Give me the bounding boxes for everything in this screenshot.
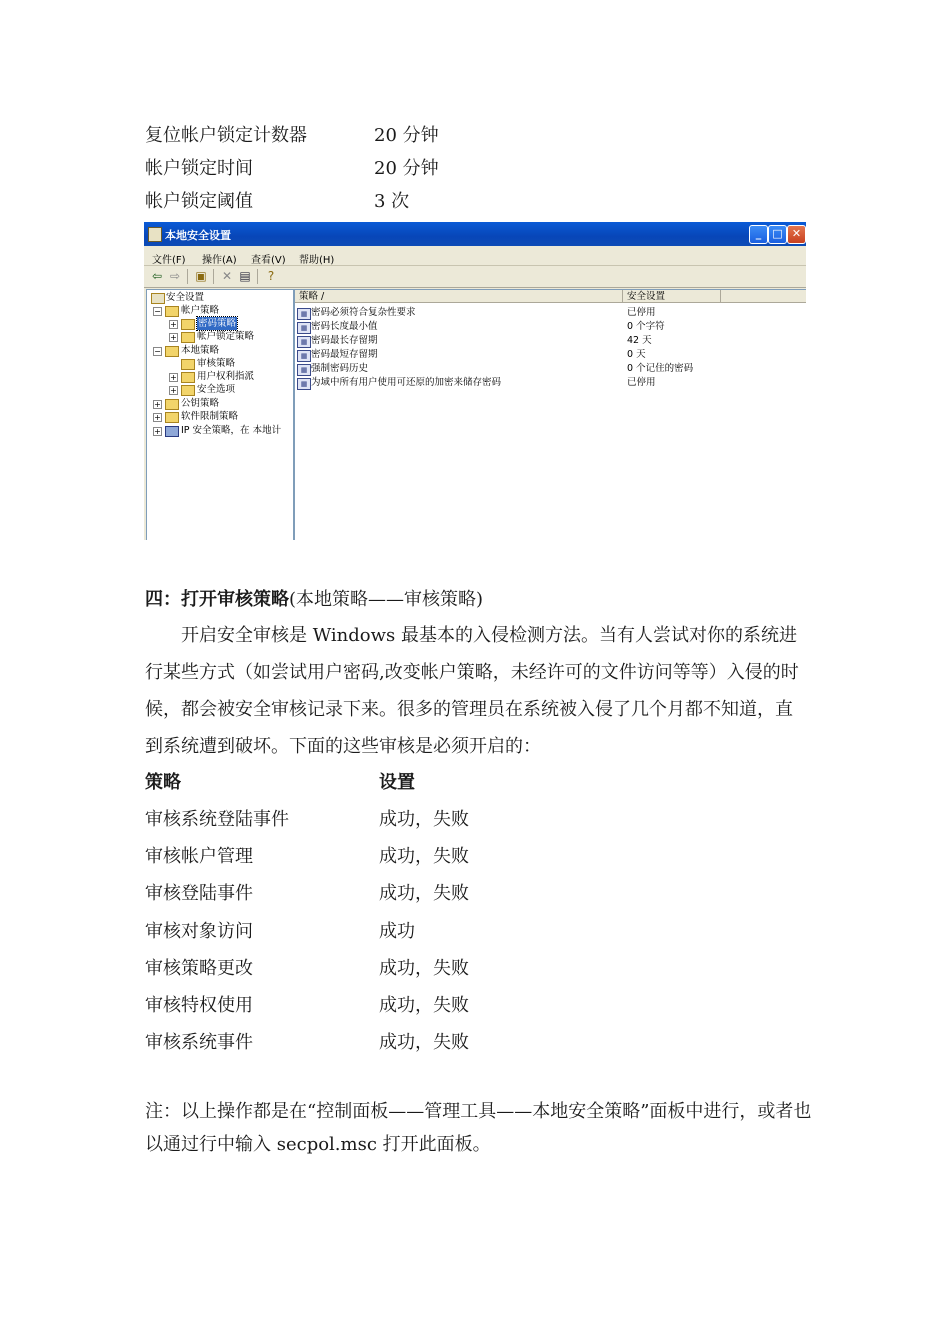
expand-icon[interactable]: + <box>170 333 177 342</box>
setting-row <box>145 157 439 181</box>
expand-icon[interactable]: + <box>154 400 161 409</box>
policy-icon: ▦ <box>297 322 311 334</box>
folder-icon <box>165 412 179 423</box>
folder-icon <box>181 359 195 370</box>
minimize-button[interactable]: _ <box>749 225 768 244</box>
policy-icon: ▦ <box>297 350 311 362</box>
delete-icon[interactable]: ✕ <box>221 269 233 283</box>
list-pane <box>294 289 806 540</box>
audit-policy: 审核对象访问 <box>145 921 253 942</box>
folder-icon <box>181 372 195 383</box>
tree-item-software-restriction[interactable]: 软件限制策略 <box>181 411 239 422</box>
table-row <box>145 882 469 906</box>
audit-policy: 审核策略更改 <box>145 958 253 979</box>
folder-icon <box>165 306 179 317</box>
export-list-icon[interactable]: ▤ <box>239 269 251 283</box>
section-heading <box>145 588 483 612</box>
section-heading-rest: (本地策略——审核策略) <box>289 589 484 610</box>
expand-icon[interactable]: + <box>154 427 161 436</box>
table-row <box>145 957 469 981</box>
tree-item-security-settings[interactable]: 安全设置 <box>166 292 205 303</box>
ip-security-icon <box>165 426 179 437</box>
column-header-policy[interactable]: 策略 / <box>295 290 623 303</box>
tree-item-public-key-policy[interactable]: 公钥策略 <box>181 398 220 409</box>
expand-icon[interactable]: + <box>170 320 177 329</box>
column-header-setting[interactable]: 安全设置 <box>623 290 721 303</box>
policy-icon: ▦ <box>297 378 311 390</box>
menu-action[interactable]: 操作(A) <box>202 255 237 266</box>
folder-icon <box>181 319 195 330</box>
paragraph-text: 开启安全审核是 Windows 最基本的入侵检测方法。当有人尝试对你的系统进行某些方式（如尝试用户密码,改变帐户策略，未经许可的文件访问等等）入侵的时候，都会被安全审核记录下来。很多的管理员在系统被入侵了几个月都不知道，直到系统遭到破坏。下面的这些审核是必须开启的： <box>145 625 799 757</box>
tree-item-security-options[interactable]: 安全选项 <box>197 384 236 395</box>
policy-setting: 0 天 <box>627 349 646 360</box>
section-paragraph <box>145 617 810 765</box>
tree-item-account-policy[interactable]: 帐户策略 <box>181 305 220 316</box>
folder-icon <box>165 346 179 357</box>
policy-name: 密码必须符合复杂性要求 <box>311 307 416 318</box>
policy-setting: 42 天 <box>627 335 652 346</box>
setting-name: 复位帐户锁定计数器 <box>145 125 307 146</box>
column-header-empty <box>721 290 806 303</box>
policy-name: 为域中所有用户使用可还原的加密来储存密码 <box>311 377 502 388</box>
table-row <box>145 845 469 869</box>
list-item[interactable] <box>295 334 806 348</box>
audit-setting: 成功 <box>379 921 415 942</box>
audit-header-policy: 策略 <box>145 772 181 793</box>
table-row <box>145 920 415 944</box>
menu-view[interactable]: 查看(V) <box>251 255 286 266</box>
policy-name: 密码最短存留期 <box>311 349 378 360</box>
back-icon[interactable]: ⇦ <box>151 269 163 283</box>
local-security-settings-window <box>144 222 806 540</box>
setting-name: 帐户锁定时间 <box>145 158 253 179</box>
policy-setting: 已停用 <box>627 377 656 388</box>
table-row <box>145 808 469 832</box>
audit-policy: 审核系统登陆事件 <box>145 809 289 830</box>
audit-header-setting: 设置 <box>379 772 415 793</box>
policy-name: 密码最长存留期 <box>311 335 378 346</box>
audit-policy: 审核特权使用 <box>145 995 253 1016</box>
collapse-icon[interactable]: − <box>154 347 161 356</box>
help-icon[interactable]: ? <box>267 269 275 283</box>
tree-item-ip-security[interactable]: IP 安全策略，在 本地计 <box>181 425 282 436</box>
close-button[interactable]: ✕ <box>787 225 806 244</box>
folder-icon <box>181 332 195 343</box>
setting-value: 20 分钟 <box>374 158 439 179</box>
policy-icon: ▦ <box>297 364 311 376</box>
policy-setting: 0 个记住的密码 <box>627 363 694 374</box>
list-item[interactable] <box>295 376 806 390</box>
footnote: 注：以上操作都是在“控制面板——管理工具——本地安全策略”面板中进行，或者也以通过行中输入 secpol.msc 打开此面板。 <box>145 1101 812 1155</box>
policy-setting: 0 个字符 <box>627 321 665 332</box>
window-title: 本地安全设置 <box>165 229 231 242</box>
policy-setting: 已停用 <box>627 307 656 318</box>
toolbar <box>144 266 806 288</box>
tree-item-audit-policy[interactable]: 审核策略 <box>197 358 236 369</box>
audit-policy: 审核帐户管理 <box>145 846 253 867</box>
section-heading-bold: 四：打开审核策略 <box>145 589 289 610</box>
policy-icon: ▦ <box>297 308 311 320</box>
audit-table-header <box>145 771 415 795</box>
collapse-icon[interactable]: − <box>154 307 161 316</box>
menu-bar <box>144 247 806 266</box>
window-titlebar <box>144 222 806 246</box>
tree-item-account-lockout-policy[interactable]: 帐户锁定策略 <box>197 331 255 342</box>
policy-name: 强制密码历史 <box>311 363 369 374</box>
app-icon <box>148 227 162 242</box>
list-item[interactable] <box>295 320 806 334</box>
menu-help[interactable]: 帮助(H) <box>299 255 335 266</box>
folder-icon <box>165 399 179 410</box>
audit-policy: 审核登陆事件 <box>145 883 253 904</box>
tree-pane <box>146 289 294 540</box>
list-item[interactable] <box>295 306 806 320</box>
audit-setting: 成功，失败 <box>379 995 469 1016</box>
audit-setting: 成功，失败 <box>379 809 469 830</box>
toolbar-separator <box>187 269 188 284</box>
list-item[interactable] <box>295 348 806 362</box>
up-folder-icon[interactable]: ▣ <box>195 269 207 283</box>
setting-row <box>145 190 410 214</box>
setting-value: 20 分钟 <box>374 125 439 146</box>
expand-icon[interactable]: + <box>170 373 177 382</box>
maximize-button[interactable]: □ <box>768 225 787 244</box>
tree-item-local-policy[interactable]: 本地策略 <box>181 345 220 356</box>
setting-value: 3 次 <box>374 191 410 212</box>
table-row <box>145 994 469 1018</box>
expand-icon[interactable]: + <box>170 386 177 395</box>
forward-icon[interactable]: ⇨ <box>169 269 181 283</box>
audit-setting: 成功，失败 <box>379 1032 469 1053</box>
tree-item-password-policy[interactable]: 密码策略 <box>198 318 237 329</box>
audit-setting: 成功，失败 <box>379 883 469 904</box>
menu-file[interactable]: 文件(F) <box>152 255 186 266</box>
audit-setting: 成功，失败 <box>379 846 469 867</box>
setting-name: 帐户锁定阈值 <box>145 191 253 212</box>
setting-row <box>145 124 439 148</box>
audit-policy: 审核系统事件 <box>145 1032 253 1053</box>
table-row <box>145 1031 469 1055</box>
policy-name: 密码长度最小值 <box>311 321 378 332</box>
tree-item-user-rights[interactable]: 用户权利指派 <box>197 371 255 382</box>
expand-icon[interactable]: + <box>154 413 161 422</box>
folder-icon <box>181 385 195 396</box>
policy-icon: ▦ <box>297 336 311 348</box>
audit-setting: 成功，失败 <box>379 958 469 979</box>
list-item[interactable] <box>295 362 806 376</box>
security-settings-icon <box>151 293 165 304</box>
toolbar-separator <box>257 269 258 284</box>
toolbar-separator <box>213 269 214 284</box>
